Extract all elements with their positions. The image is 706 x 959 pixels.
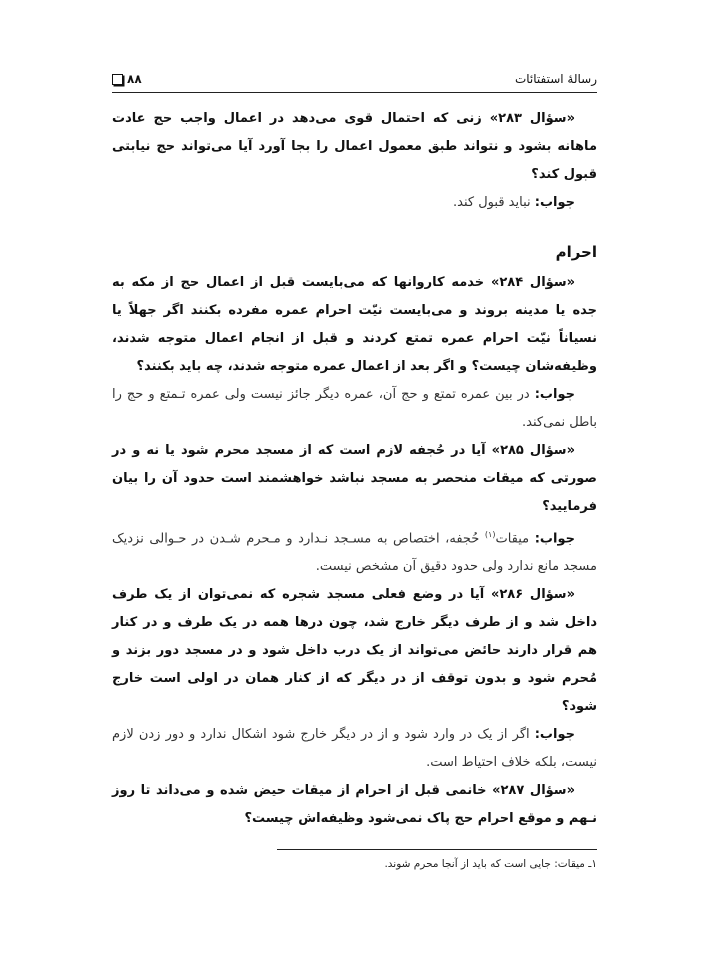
page-number-block bbox=[112, 72, 142, 86]
footnote-divider bbox=[277, 849, 597, 850]
page-header bbox=[112, 72, 597, 93]
question-label: «سؤال ۲۸۶» bbox=[490, 587, 575, 603]
question-285 bbox=[112, 437, 597, 521]
page bbox=[112, 72, 597, 870]
question-286 bbox=[112, 581, 597, 721]
answer-284 bbox=[112, 381, 597, 437]
answer-286 bbox=[112, 721, 597, 777]
answer-label: جواب: bbox=[534, 195, 575, 210]
question-label: «سؤال ۲۸۷» bbox=[492, 783, 575, 799]
square-ornament-icon bbox=[112, 74, 123, 85]
answer-text: نباید قبول کند. bbox=[453, 195, 531, 210]
answer-text-before: میقات bbox=[495, 531, 530, 547]
footnote-ref: (۱) bbox=[484, 530, 496, 539]
question-text: خانمی قبل از احرام از میقات حیض شده و می‌داند تا روز نـهم و موقع احرام حج پاک نمی‌شود وظیفه‌اش چیست؟ bbox=[112, 783, 597, 827]
question-label: «سؤال ۲۸۳» bbox=[489, 111, 575, 126]
question-text: زنی که احتمال قوی می‌دهد در اعمال واجب حج عادت ماهانه بشود و نتواند طبق معمول اعمال را بجا آورد آیا می‌تواند حج نیابتی قبول کند؟ bbox=[112, 111, 597, 182]
answer-label: جواب: bbox=[534, 387, 575, 402]
question-text: خدمه کاروانها که می‌بایست قبل از اعمال حج از مکه به جده یا مدینه بروند و می‌بایست نیّت احرام عمره مفرده بکنند اگر جهلاً یا نسیاناً نیّت احرام عمره تمتع کردند و قبل از انجام اعمال متوجه شدند، وظیفه‌شان چیست؟ و اگر بعد از اعمال عمره متوجه شدند، چه باید بکنند؟ bbox=[112, 275, 597, 374]
footnote: ۱ـ میقات: جایی است که باید از آنجا محرم شوند. bbox=[384, 858, 597, 871]
answer-label: جواب: bbox=[534, 531, 575, 547]
answer-text: اگر از یک در وارد شود و از در دیگر خارج شود اشکال ندارد و دور زدن لازم نیست، بلکه خلاف احتیاط است. bbox=[112, 727, 597, 771]
page-body bbox=[112, 105, 597, 870]
section-heading-ihram: احرام bbox=[555, 243, 597, 261]
question-284 bbox=[112, 269, 597, 381]
answer-283 bbox=[112, 189, 597, 217]
answer-text-after: حُجفه، اختصاص به مسـجد نـدارد و مـحرم شـدن در حـوالی نزدیک مسجد مانع ندارد ولی حدود دقیق آن مشخص نیست. bbox=[112, 531, 597, 575]
question-text: آیا در وضع فعلی مسجد شجره که نمی‌توان از یک طرف داخل شد و از طرف دیگر خارج شد، چون درها همه در یک طرف و در کنار هم قرار دارند حائض می‌تواند از یک درب داخل شود و در مسجد دور بزند و مُحرم شود و بدون توقف از در دیگر که از کنار همان در اولی است خارج شود؟ bbox=[112, 587, 597, 715]
question-label: «سؤال ۲۸۵» bbox=[491, 443, 575, 458]
question-287 bbox=[112, 777, 597, 833]
page-number: ۸۸ bbox=[127, 72, 142, 86]
question-283 bbox=[112, 105, 597, 189]
answer-label: جواب: bbox=[534, 727, 575, 743]
question-label: «سؤال ۲۸۴» bbox=[490, 275, 575, 290]
running-title: رسالهٔ استفتائات bbox=[514, 72, 597, 86]
question-text: آیا در حُجفه لازم است که از مسجد محرم شود یا نه و در صورتی که میقات منحصر به مسجد نباشد خواهشمند است حدود آن را بیان فرمایید؟ bbox=[112, 443, 597, 514]
answer-285 bbox=[112, 521, 597, 581]
answer-text: در بین عمره تمتع و حج آن، عمره دیگر جائز نیست ولی عمره تـمتع و حج را باطل نمی‌کند. bbox=[112, 387, 597, 430]
